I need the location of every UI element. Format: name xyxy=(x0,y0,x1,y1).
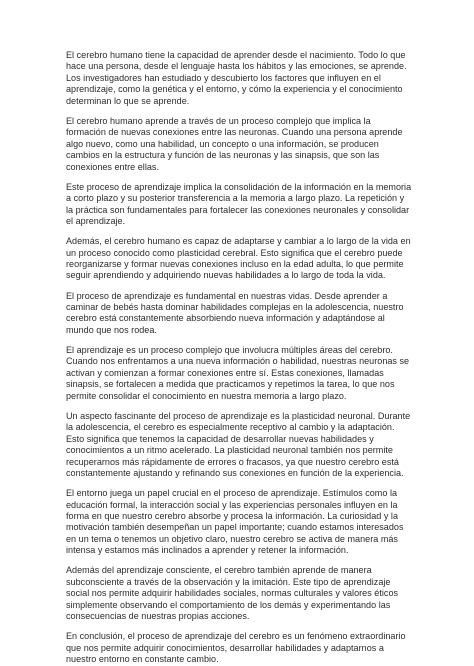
paragraph-neural-connections: El cerebro humano aprende a través de un proceso complejo que implica la formación de nuevas conexiones entre las neuronas. Cuando una persona aprende algo nuevo, como una habilidad, un concepto o una información, se producen cambios en la estructura y función de las neuronas y las sinapsis, que son las conexiones entre ellas. xyxy=(66,115,403,172)
paragraph-memory-consolidation: Este proceso de aprendizaje implica la consolidación de la información en la memoria a corto plazo y su posterior transferencia a la memoria a largo plazo. La repetición y la práctica son fundamentales para fortalecer las conexiones neuronales y consolidar el aprendizaje. xyxy=(66,181,412,227)
paragraph-learning-importance: El proceso de aprendizaje es fundamental en nuestras vidas. Desde aprender a caminar de bebés hasta dominar habilidades complejas en la adolescencia, nuestro cerebro está constantemente absorbiendo nueva información y adaptándose al mundo que nos rodea. xyxy=(66,290,404,335)
paragraph-conclusion: En conclusión, el proceso de aprendizaje del cerebro es un fenómeno extraordinario que nos permite adquirir conocimientos, desarrollar habilidades y adaptarnos a nuestro entorno en constante cambio. xyxy=(66,631,406,665)
paragraph-environment: El entorno juega un papel crucial en el proceso de aprendizaje. Estímulos como la educación formal, la interacción social y las experiencias personales influyen en la forma en que nuestro cerebro absorbe y procesa la información. La curiosidad y la motivación también desempeñan un papel importante; cuando estamos interesados en un tema o tenemos un objetivo claro, nuestro cerebro se activa de manera más intensa y estamos más inclinados a aprender y retener la información. xyxy=(66,488,404,556)
paragraph-social-learning: Además del aprendizaje consciente, el cerebro también aprende de manera subconsciente a través de la observación y la imitación. Este tipo de aprendizaje social nos permite adquirir habilidades sociales, normas culturales y valores éticos simplemente observando el comportamiento de los demás y experimentando las consecuencias de nuestras propias acciones. xyxy=(66,565,399,622)
paragraph-neural-plasticity: Un aspecto fascinante del proceso de aprendizaje es la plasticidad neuronal. Durante la adolescencia, el cerebro es especialmente receptivo al cambio y la adaptación. Esto significa que tenemos la capacidad de desarrollar nuevas habilidades y conocimientos a un ritmo acelerado. La plasticidad neuronal también nos permite recuperarnos más rápidamente de errores o fracasos, ya que nuestro cerebro está constantemente ajustando y refinando sus conexiones en función de la experiencia. xyxy=(66,410,411,479)
document-body xyxy=(66,50,412,666)
paragraph-intro: El cerebro humano tiene la capacidad de aprender desde el nacimiento. Todo lo que hace una persona, desde el lenguaje hasta los hábitos y las emociones, se aprende. Los investigadores han estudiado y descubierto los factores que influyen en el aprendizaje, como la genética y el entorno, y cómo la experiencia y el conocimiento determinan lo que se aprende. xyxy=(66,50,407,106)
paragraph-brain-plasticity: Además, el cerebro humano es capaz de adaptarse y cambiar a lo largo de la vida en un proceso conocido como plasticidad cerebral. Esto significa que el cerebro puede reorganizarse y formar nuevas conexiones incluso en la edad adulta, lo que permite seguir aprendiendo y adquiriendo nuevas habilidades a lo largo de toda la vida. xyxy=(66,236,411,281)
paragraph-synapses: El aprendizaje es un proceso complejo que involucra múltiples áreas del cerebro. Cuando nos enfrentamos a una nueva información o habilidad, nuestras neuronas se activan y comienzan a formar conexiones entre sí. Estas conexiones, llamadas sinapsis, se fortalecen a medida que practicamos y repetimos la tarea, lo que nos permite consolidar el conocimiento en nuestra memoria a largo plazo. xyxy=(66,344,410,401)
